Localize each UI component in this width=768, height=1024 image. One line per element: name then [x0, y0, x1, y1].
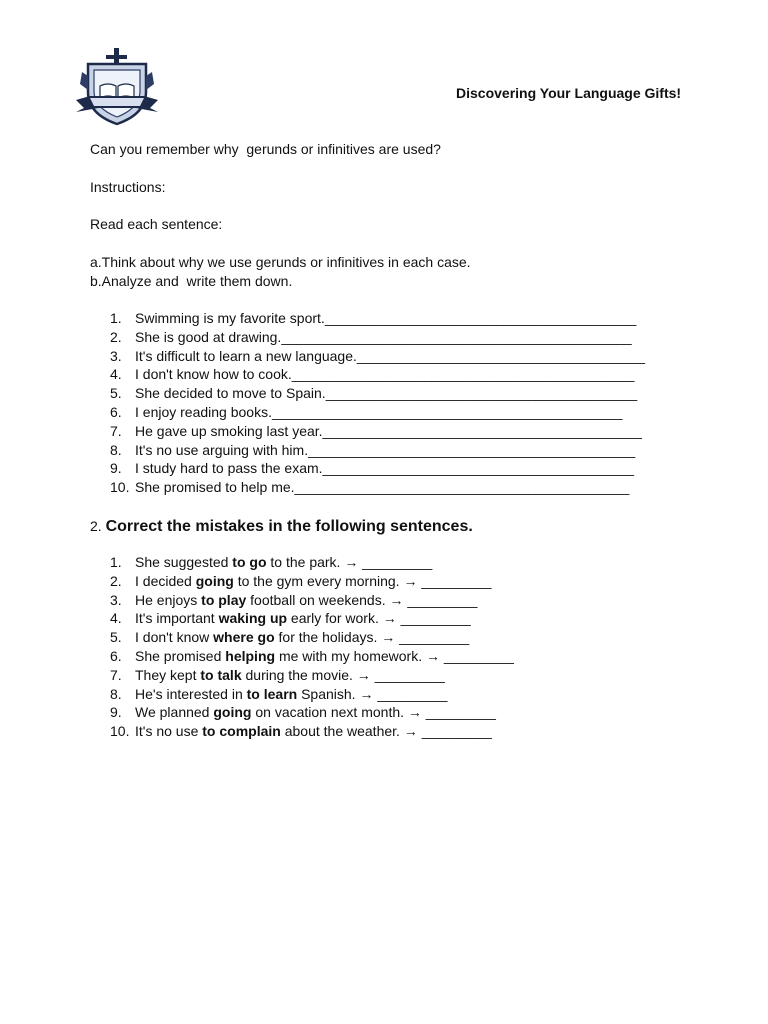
mistake-phrase: to talk: [200, 666, 242, 683]
list-item: [110, 328, 645, 347]
sentence-text: I don't know how to cook.: [135, 366, 292, 383]
mistake-phrase: to complain: [202, 723, 281, 740]
list-item: [110, 666, 514, 685]
item-number: 2.: [110, 572, 122, 589]
item-number: 10.: [110, 723, 130, 740]
answer-blank[interactable]: _________________________________________: [322, 422, 642, 439]
list-item: [110, 422, 645, 441]
sentence-text: I study hard to pass the exam.: [135, 460, 323, 477]
exercise-one-list: [110, 309, 645, 497]
answer-blank[interactable]: to the park. → _________: [266, 554, 433, 570]
answer-blank[interactable]: during the movie. → _________: [241, 666, 445, 683]
exercise-two-list: [110, 553, 514, 741]
mistake-phrase: going: [213, 704, 252, 721]
answer-blank[interactable]: ________________________________________: [322, 460, 634, 477]
item-number: 8.: [110, 441, 122, 458]
answer-blank[interactable]: ____________________________________________: [291, 366, 635, 383]
school-crest-logo: [74, 46, 160, 128]
answer-blank[interactable]: _____________________________________: [356, 347, 645, 364]
answer-blank[interactable]: __________________________________________: [308, 441, 636, 458]
document-title: Discovering Your Language Gifts!: [456, 85, 682, 101]
sentence-text: It's no use arguing with him.: [135, 441, 309, 458]
answer-blank[interactable]: to the gym every morning. → _________: [233, 572, 492, 589]
mistake-phrase: to play: [201, 591, 247, 608]
sentence-text: He gave up smoking last year.: [135, 422, 323, 439]
section-two-heading: [90, 516, 473, 537]
sentence-text: I decided: [135, 572, 196, 589]
item-number: 9.: [110, 460, 122, 477]
sentence-text: She decided to move to Spain.: [135, 385, 326, 402]
list-item: [110, 553, 514, 572]
answer-blank[interactable]: for the holidays. → _________: [274, 629, 470, 646]
sentence-text: They kept: [135, 666, 201, 683]
mistake-phrase: to learn: [246, 685, 298, 702]
item-number: 6.: [110, 647, 122, 664]
item-number: 6.: [110, 403, 122, 420]
list-item: [110, 647, 514, 666]
mistake-phrase: where go: [213, 629, 275, 646]
answer-blank[interactable]: about the weather. → _________: [280, 723, 492, 740]
item-number: 4.: [110, 610, 122, 627]
sentence-text: It's difficult to learn a new language.: [135, 347, 357, 364]
instructions-label: Instructions:: [90, 179, 166, 195]
sentence-text: She is good at drawing.: [135, 328, 282, 345]
sentence-text: Swimming is my favorite sport.: [135, 310, 325, 326]
mistake-phrase: helping: [225, 647, 276, 664]
answer-blank[interactable]: _____________________________________________: [271, 403, 623, 420]
answer-blank[interactable]: me with my homework. → _________: [275, 647, 514, 664]
answer-blank[interactable]: _____________________________________________: [281, 328, 632, 345]
item-number: 7.: [110, 422, 122, 439]
list-item: [110, 703, 514, 722]
mistake-phrase: going: [195, 572, 234, 589]
item-number: 3.: [110, 347, 122, 364]
sentence-text: It's important: [135, 610, 219, 627]
list-item: [110, 609, 514, 628]
item-number: 1.: [110, 310, 122, 326]
list-item: [110, 441, 645, 460]
section-title: Correct the mistakes in the following sentences.: [105, 518, 473, 535]
instruction-step-b: b.Analyze and write them down.: [90, 273, 293, 289]
list-item: [110, 384, 645, 403]
sentence-text: I don't know: [135, 629, 214, 646]
list-item: [110, 628, 514, 647]
sentence-text: He enjoys: [135, 591, 202, 608]
section-number: 2.: [90, 518, 102, 534]
sentence-text: We planned: [135, 704, 214, 721]
item-number: 7.: [110, 666, 122, 683]
sentence-text: He's interested in: [135, 685, 247, 702]
list-item: [110, 478, 645, 497]
sentence-text: I enjoy reading books.: [135, 403, 272, 420]
sentence-text: She promised to help me.: [135, 479, 295, 496]
answer-blank[interactable]: on vacation next month. → _________: [251, 704, 496, 721]
sentence-text: She suggested: [135, 554, 233, 570]
list-item: [110, 403, 645, 422]
answer-blank[interactable]: football on weekends. → _________: [246, 591, 478, 608]
answer-blank[interactable]: ________________________________________: [324, 310, 637, 326]
answer-blank[interactable]: early for work. → _________: [287, 610, 471, 627]
sentence-text: She promised: [135, 647, 226, 664]
list-item: [110, 347, 645, 366]
item-number: 4.: [110, 366, 122, 383]
answer-blank[interactable]: Spanish. → _________: [297, 685, 448, 702]
item-number: 1.: [110, 554, 122, 570]
instruction-step-a: a.Think about why we use gerunds or infinitives in each case.: [90, 254, 471, 270]
item-number: 5.: [110, 385, 122, 402]
item-number: 10.: [110, 479, 130, 496]
item-number: 8.: [110, 685, 122, 702]
list-item: [110, 591, 514, 610]
list-item: [110, 365, 645, 384]
list-item: [110, 722, 514, 741]
list-item: [110, 685, 514, 704]
item-number: 2.: [110, 328, 122, 345]
answer-blank[interactable]: ________________________________________: [325, 385, 638, 402]
sentence-text: It's no use: [135, 723, 203, 740]
item-number: 9.: [110, 704, 122, 721]
list-item: [110, 572, 514, 591]
read-each-sentence-label: Read each sentence:: [90, 216, 223, 232]
list-item: [110, 459, 645, 478]
mistake-phrase: to go: [232, 554, 267, 570]
list-item: [110, 309, 645, 328]
answer-blank[interactable]: ___________________________________________: [294, 479, 630, 496]
item-number: 3.: [110, 591, 122, 608]
mistake-phrase: waking up: [218, 610, 288, 627]
item-number: 5.: [110, 629, 122, 646]
intro-question: Can you remember why gerunds or infinitives are used?: [90, 141, 441, 157]
